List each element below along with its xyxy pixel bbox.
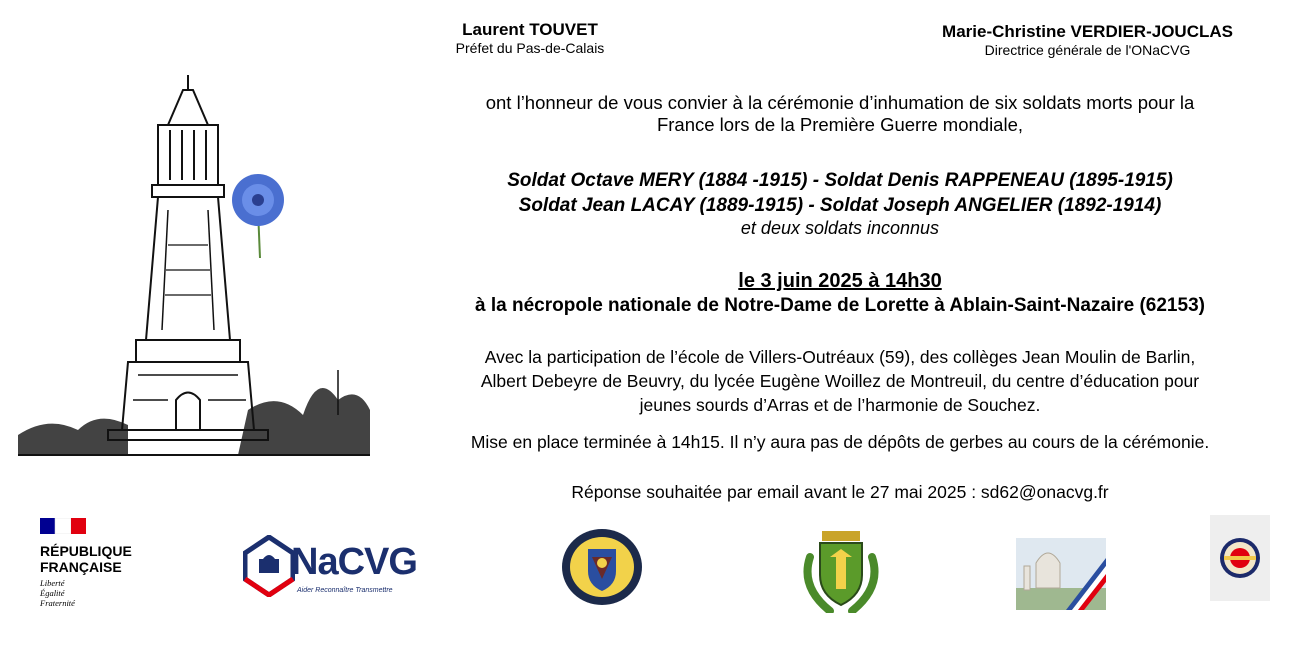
town-coat-of-arms-icon [800,527,882,613]
onacvg-tagline: Aider Reconnaître Transmettre [297,587,393,594]
roundel-badge-icon [1210,515,1270,601]
intro-line-1: ont l’honneur de vous convier à la cérémonie d’inhumation de six soldats morts pour la [485,92,1195,113]
rsvp-text: Réponse souhaitée par email avant le 27 mai 2025 : sd62@onacvg.fr [571,482,1109,502]
cornflower-icon [232,174,284,258]
rf-motto-2: Égalité [40,588,65,598]
soldiers-line-1: Soldat Octave MERY (1884 -1915) - Soldat Denis RAPPENEAU (1895-1915) [507,170,1173,191]
event-venue: à la nécropole nationale de Notre-Dame de Lorette à Ablain-Saint-Nazaire (62153) [475,295,1205,316]
onacvg-logo [243,535,423,600]
rf-motto-3: Fraternité [40,598,75,608]
unknown-soldiers: et deux soldats inconnus [740,218,940,238]
soldiers-line-2: Soldat Jean LACAY (1889-1915) - Soldat Joseph ANGELIER (1892-1914) [518,195,1162,216]
onacvg-emblem-icon [243,535,295,597]
participation-text [380,345,1300,417]
rf-line-2: FRANÇAISE [40,559,122,575]
intro-line-2: France lors de la Première Guerre mondiale, [656,114,1024,135]
participation-line-2: Albert Debeyre de Beuvry, du lycée Eugène Woillez de Montreuil, du centre d’éducation pour [480,371,1200,391]
soldiers-list [380,168,1300,239]
signatory-role: Préfet du Pas-de-Calais [455,40,605,56]
marianne-flag-icon [40,518,86,534]
event-details [380,270,1300,317]
republique-francaise-logo [40,518,160,618]
participation-line-1: Avec la participation de l’école de Villers-Outréaux (59), des collèges Jean Moulin de Barlin, [484,347,1196,367]
participation-line-3: jeunes sourds d’Arras et de l’harmonie de Souchez. [639,395,1041,415]
signatory-role: Directrice générale de l'ONaCVG [984,42,1191,58]
lantern-tower-illustration [18,70,373,465]
invitation-intro [380,92,1300,136]
military-delegation-seal-icon [560,527,644,607]
rf-line-1: RÉPUBLIQUE [40,543,132,559]
signatory-name: Laurent TOUVET [462,20,598,39]
notre-dame-de-lorette-photo [1016,538,1106,610]
signatory-directrice [900,22,1275,58]
setup-note: Mise en place terminée à 14h15. Il n’y aura pas de dépôts de gerbes au cours de la cérémonie. [470,432,1210,452]
signatory-name: Marie-Christine VERDIER-JOUCLAS [942,22,1233,41]
rf-motto-1: Liberté [40,578,65,588]
onacvg-name: NaCVG [291,541,417,583]
signatory-prefet [420,20,640,56]
event-date: le 3 juin 2025 à 14h30 [738,270,942,292]
